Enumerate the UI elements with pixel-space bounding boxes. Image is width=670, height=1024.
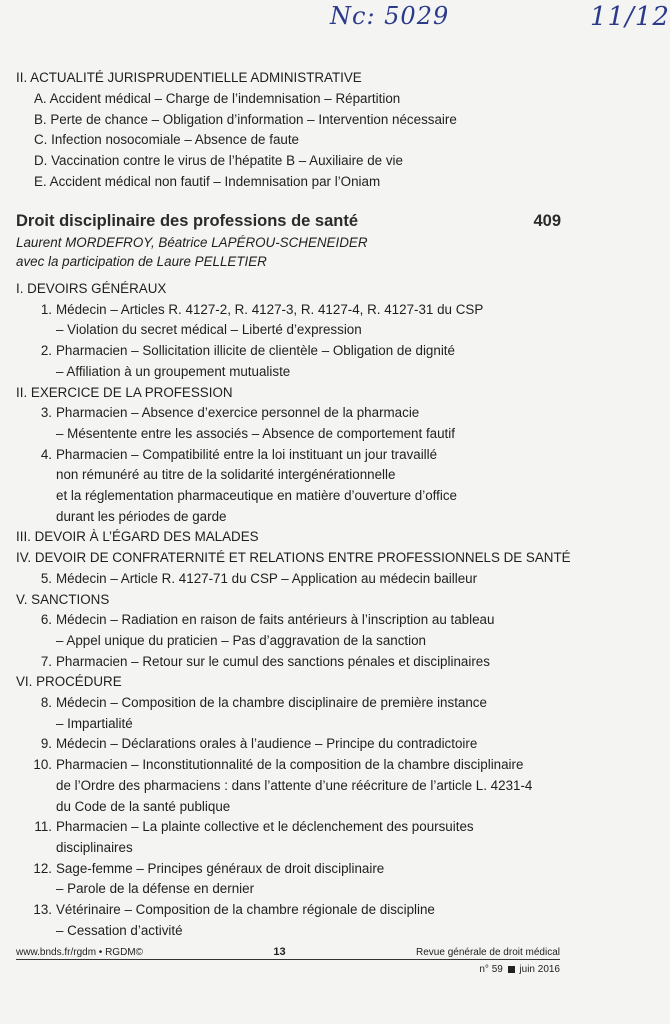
toc-item-continuation: et la réglementation pharmaceutique en matière d’ouverture d’office <box>56 488 457 504</box>
toc-item-continuation: – Impartialité <box>56 715 133 731</box>
toc-item-text: Pharmacien – Compatibilité entre la loi instituant un jour travaillé <box>56 446 438 462</box>
toc-item-text: Médecin – Composition de la chambre disciplinaire de première instance <box>56 695 487 711</box>
toc-item-text: Médecin – Article R. 4127-71 du CSP – Application au médecin bailleur <box>56 570 478 586</box>
section-b-title-row <box>16 212 561 231</box>
toc-item-text: Vétérinaire – Composition de la chambre régionale de discipline <box>56 902 435 918</box>
toc-item <box>16 610 636 631</box>
section-b-page: 409 <box>533 212 561 230</box>
toc-item-number: 4. <box>40 446 52 462</box>
toc-item-continuation: – Parole de la défense en dernier <box>56 881 255 897</box>
toc-item-text: Médecin – Déclarations orales à l’audience – Principe du contradictoire <box>56 736 478 752</box>
section-b-title: Droit disciplinaire des professions de santé <box>16 212 359 230</box>
toc-item <box>16 859 636 880</box>
toc-item-continuation: – Affiliation à un groupement mutualiste <box>56 363 291 379</box>
section-b-participation: avec la participation de Laure PELLETIER <box>16 254 267 269</box>
table-of-contents <box>16 279 636 942</box>
section-b-authors: Laurent MORDEFROY, Béatrice LAPÉROU-SCHENEIDER <box>16 235 368 250</box>
toc-item-number: 10. <box>33 757 52 773</box>
toc-item-number: 9. <box>40 736 52 752</box>
toc-heading: III. DEVOIR À L’ÉGARD DES MALADES <box>16 529 259 545</box>
footer-issue-date: juin 2016 <box>519 964 560 975</box>
toc-item <box>16 652 636 673</box>
toc-item-text: Pharmacien – La plainte collective et le déclenchement des poursuites <box>56 819 474 835</box>
footer-website: www.bnds.fr/rgdm • RGDM© <box>16 947 144 958</box>
toc-item-continuation: – Cessation d’activité <box>56 922 183 938</box>
toc-item-number: 7. <box>40 653 52 669</box>
section-a-item: B. Perte de chance – Obligation d’information – Intervention nécessaire <box>34 111 457 127</box>
section-a-item: C. Infection nosocomiale – Absence de faute <box>34 132 300 148</box>
toc-item-text: Pharmacien – Sollicitation illicite de clientèle – Obligation de dignité <box>56 343 455 359</box>
section-a-heading: II. ACTUALITÉ JURISPRUDENTIELLE ADMINISTRATIVE <box>16 70 362 85</box>
section-a <box>16 68 616 193</box>
toc-item-number: 1. <box>40 301 52 317</box>
square-bullet-icon <box>508 966 515 973</box>
toc-item-continuation: de l’Ordre des pharmaciens : dans l’attente d’une réécriture de l’article L. 4231-4 <box>56 777 533 793</box>
toc-item-text: Sage-femme – Principes généraux de droit disciplinaire <box>56 860 385 876</box>
toc-item <box>16 569 636 590</box>
toc-item-number: 6. <box>40 612 52 628</box>
footer-page-number: 13 <box>273 946 286 958</box>
toc-item-continuation: durant les périodes de garde <box>56 508 227 524</box>
toc-heading: II. EXERCICE DE LA PROFESSION <box>16 384 233 400</box>
toc-item <box>16 300 636 321</box>
toc-item-continuation: disciplinaires <box>56 839 133 855</box>
toc-item-continuation: – Violation du secret médical – Liberté d’expression <box>56 322 362 338</box>
toc-item <box>16 900 636 921</box>
toc-item-number: 11. <box>34 819 52 835</box>
toc-item-text: Médecin – Articles R. 4127-2, R. 4127-3, R. 4127-4, R. 4127-31 du CSP <box>56 301 484 317</box>
toc-item-number: 13. <box>33 902 52 918</box>
toc-item-number: 8. <box>40 695 52 711</box>
toc-item <box>16 403 636 424</box>
toc-item-text: Médecin – Radiation en raison de faits antérieurs à l’inscription au tableau <box>56 612 495 628</box>
toc-heading: I. DEVOIRS GÉNÉRAUX <box>16 281 167 296</box>
toc-item <box>16 734 636 755</box>
toc-item <box>16 341 636 362</box>
footer <box>16 946 560 960</box>
toc-item-text: Pharmacien – Absence d’exercice personnel de la pharmacie <box>56 405 420 421</box>
toc-item <box>16 817 636 838</box>
toc-heading: V. SANCTIONS <box>16 591 110 607</box>
toc-item-text: Pharmacien – Retour sur le cumul des sanctions pénales et disciplinaires <box>56 653 490 669</box>
footer-issue <box>479 964 560 975</box>
handwritten-page-count: 11/12 <box>590 2 670 32</box>
toc-item-continuation: non rémunéré au titre de la solidarité intergénérationnelle <box>56 467 396 483</box>
footer-issue-no: n° 59 <box>479 964 503 975</box>
toc-item-continuation: – Mésentente entre les associés – Absence de comportement fautif <box>56 425 455 441</box>
toc-heading: VI. PROCÉDURE <box>16 674 122 690</box>
toc-item-number: 5. <box>40 570 52 586</box>
toc-item-continuation: du Code de la santé publique <box>56 798 231 814</box>
section-a-item: E. Accident médical non fautif – Indemnisation par l’Oniam <box>34 173 381 189</box>
section-a-item: D. Vaccination contre le virus de l’hépatite B – Auxiliaire de vie <box>34 153 403 169</box>
toc-item-text: Pharmacien – Inconstitutionnalité de la composition de la chambre disciplinaire <box>56 757 524 773</box>
section-a-item: A. Accident médical – Charge de l’indemnisation – Répartition <box>34 90 401 106</box>
toc-item-number: 3. <box>40 405 52 421</box>
toc-item <box>16 693 636 714</box>
toc-item <box>16 445 636 466</box>
toc-item <box>16 755 636 776</box>
toc-item-number: 12. <box>33 860 52 876</box>
section-b-authors-block <box>16 233 367 271</box>
toc-heading: IV. DEVOIR DE CONFRATERNITÉ ET RELATIONS ENTRE PROFESSIONNELS DE SANTÉ <box>16 550 571 566</box>
toc-item-number: 2. <box>40 343 52 359</box>
handwritten-reference: Nc: 5029 <box>330 2 450 30</box>
footer-journal: Revue générale de droit médical <box>416 947 560 958</box>
toc-item-continuation: – Appel unique du praticien – Pas d’aggravation de la sanction <box>56 632 426 648</box>
